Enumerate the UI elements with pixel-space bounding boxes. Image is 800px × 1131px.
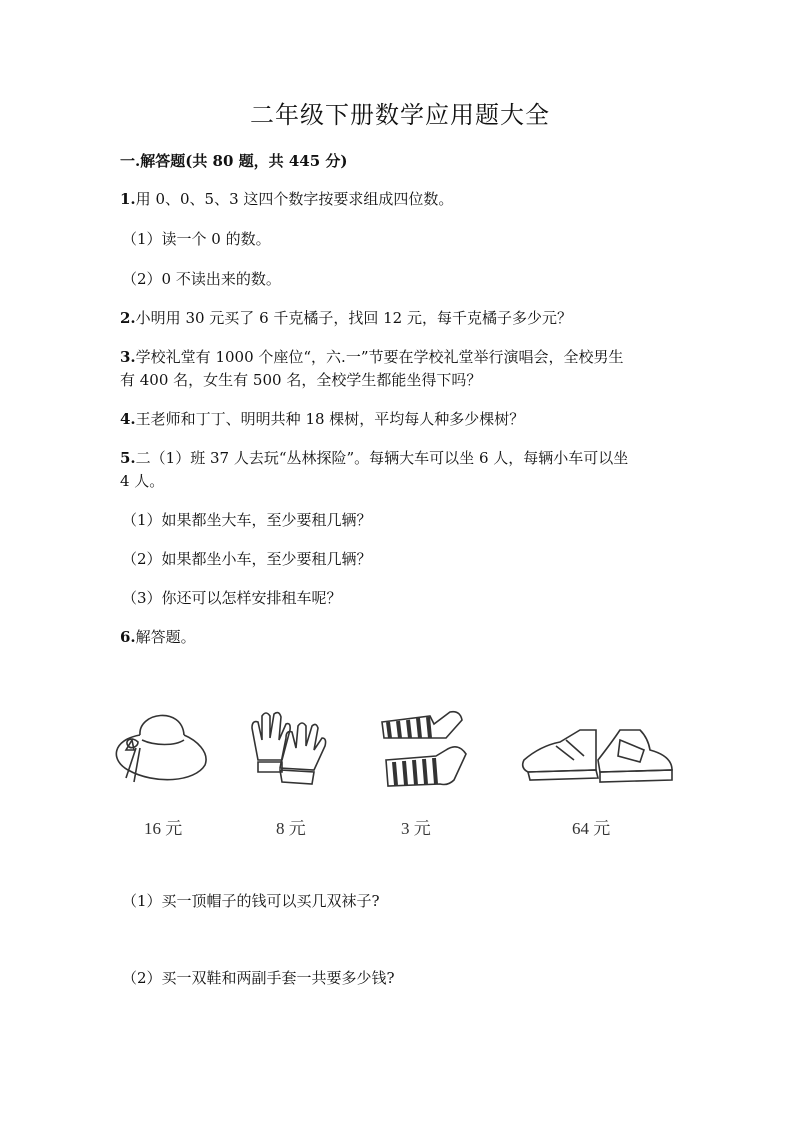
question-3: [120, 346, 680, 369]
question-2: [120, 307, 680, 330]
question-text: 用 0、0、5、3 这四个数字按要求组成四位数。: [135, 190, 454, 208]
socks-price: 3 元: [401, 819, 431, 838]
question-5-continued: 4 人。: [120, 472, 165, 490]
question-number: 4.: [120, 410, 136, 428]
question-text: 解答题。: [135, 628, 196, 646]
question-5-part-2: （2）如果都坐小车，至少要租几辆？: [122, 550, 372, 568]
question-number: 6.: [120, 628, 136, 646]
question-1: [120, 188, 680, 211]
hat-price: 16 元: [144, 819, 183, 838]
question-4: [120, 408, 680, 431]
question-1-part-2: （2）0 不读出来的数。: [122, 270, 281, 288]
question-number: 3.: [120, 348, 136, 366]
shoes-icon: [523, 730, 672, 782]
gloves-icon: [252, 713, 326, 784]
question-number: 2.: [120, 309, 136, 327]
gloves-price: 8 元: [276, 819, 306, 838]
question-5: [120, 447, 680, 470]
question-text: 二（1）班 37 人去玩“丛林探险”。每辆大车可以坐 6 人，每辆小车可以坐: [135, 449, 629, 467]
question-1-part-1: （1）读一个 0 的数。: [122, 230, 271, 248]
question-5-part-1: （1）如果都坐大车，至少要租几辆？: [122, 511, 372, 529]
question-text: 王老师和丁丁、明明共种 18 棵树，平均每人种多少棵树？: [135, 410, 525, 428]
page-title: 二年级下册数学应用题大全: [250, 101, 550, 129]
question-number: 1.: [120, 190, 136, 208]
question-6-part-2: （2）买一双鞋和两副手套一共要多少钱?: [122, 969, 395, 987]
question-6: [120, 626, 680, 649]
question-text: 小明用 30 元买了 6 千克橘子，找回 12 元，每千克橘子多少元？: [135, 309, 573, 327]
shoes-price: 64 元: [572, 819, 611, 838]
question-3-continued: 有 400 名，女生有 500 名，全校学生都能坐得下吗？: [120, 371, 482, 389]
section-heading: 一.解答题(共 80 题，共 445 分): [120, 152, 348, 170]
question-text: 学校礼堂有 1000 个座位“，六.一”节要在学校礼堂举行演唱会，全校男生: [135, 348, 624, 366]
socks-icon: [382, 712, 466, 786]
question-6-part-1: （1）买一顶帽子的钱可以买几双袜子?: [122, 892, 380, 910]
question-5-part-3: （3）你还可以怎样安排租车呢？: [122, 589, 342, 607]
hat-icon: [116, 715, 206, 782]
question-number: 5.: [120, 449, 136, 467]
clothing-illustration: [0, 690, 800, 850]
